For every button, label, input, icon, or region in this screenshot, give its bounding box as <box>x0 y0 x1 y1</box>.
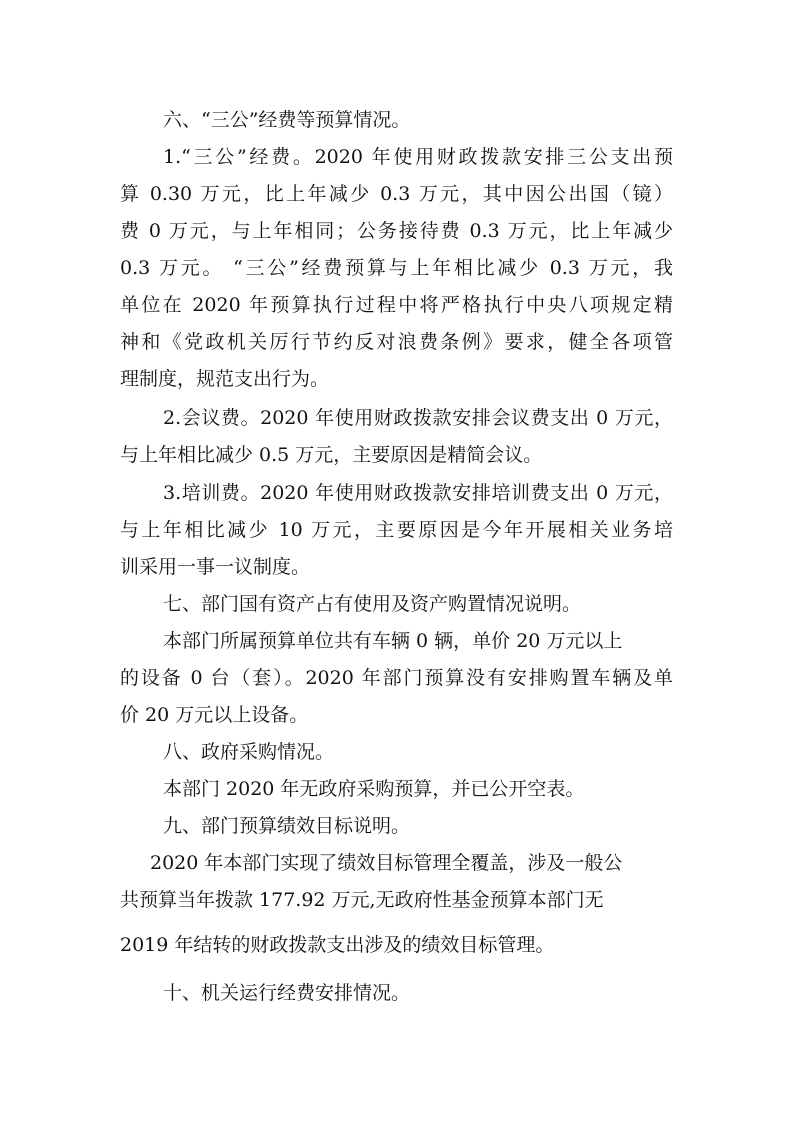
paragraph-line: 的设备 0 台（套）。2020 年部门预算没有安排购置车辆及单 <box>120 667 673 689</box>
paragraph-line: 本部门所属预算单位共有车辆 0 辆，单价 20 万元以上 <box>163 630 623 652</box>
paragraph-line: 理制度，规范支出行为。 <box>120 368 330 390</box>
paragraph-line: 与上年相比减少 10 万元，主要原因是今年开展相关业务培 <box>120 519 673 541</box>
paragraph-line: 价 20 万元以上设备。 <box>120 704 309 726</box>
section-heading-procurement: 八、政府采购情况。 <box>163 741 335 763</box>
section-heading-san-gong: 六、“三公”经费等预算情况。 <box>163 109 411 131</box>
section-heading-operating-expenses: 十、机关运行经费安排情况。 <box>163 982 411 1004</box>
paragraph-line: 3.培训费。2020 年使用财政拨款安排培训费支出 0 万元， <box>163 482 673 504</box>
paragraph-line: 1.“三公”经费。2020 年使用财政拨款安排三公支出预 <box>163 146 673 168</box>
paragraph-line: 2.会议费。2020 年使用财政拨款安排会议费支出 0 万元， <box>163 407 673 429</box>
paragraph-line: 本部门 2020 年无政府采购预算，并已公开空表。 <box>163 778 585 800</box>
paragraph-line: 2020 年本部门实现了绩效目标管理全覆盖，涉及一般公 <box>150 852 623 874</box>
paragraph-line: 0.3 万元。 “三公”经费预算与上年相比减少 0.3 万元，我 <box>120 257 673 279</box>
paragraph-line: 共预算当年拨款 177.92 万元,无政府性基金预算本部门无 <box>120 889 604 911</box>
paragraph-line: 费 0 万元，与上年相同；公务接待费 0.3 万元，比上年减少 <box>120 220 673 242</box>
paragraph-line: 2019 年结转的财政拨款支出涉及的绩效目标管理。 <box>120 934 555 956</box>
paragraph-line: 单位在 2020 年预算执行过程中将严格执行中央八项规定精 <box>120 294 673 316</box>
section-heading-performance-goals: 九、部门预算绩效目标说明。 <box>163 815 411 837</box>
section-heading-state-assets: 七、部门国有资产占有使用及资产购置情况说明。 <box>163 593 582 615</box>
paragraph-line: 训采用一事一议制度。 <box>120 556 311 578</box>
paragraph-line: 算 0.30 万元，比上年减少 0.3 万元，其中因公出国（镜） <box>120 183 673 205</box>
paragraph-line: 与上年相比减少 0.5 万元，主要原因是精简会议。 <box>120 444 543 466</box>
paragraph-line: 神和《党政机关厉行节约反对浪费条例》要求，健全各项管 <box>120 331 673 353</box>
